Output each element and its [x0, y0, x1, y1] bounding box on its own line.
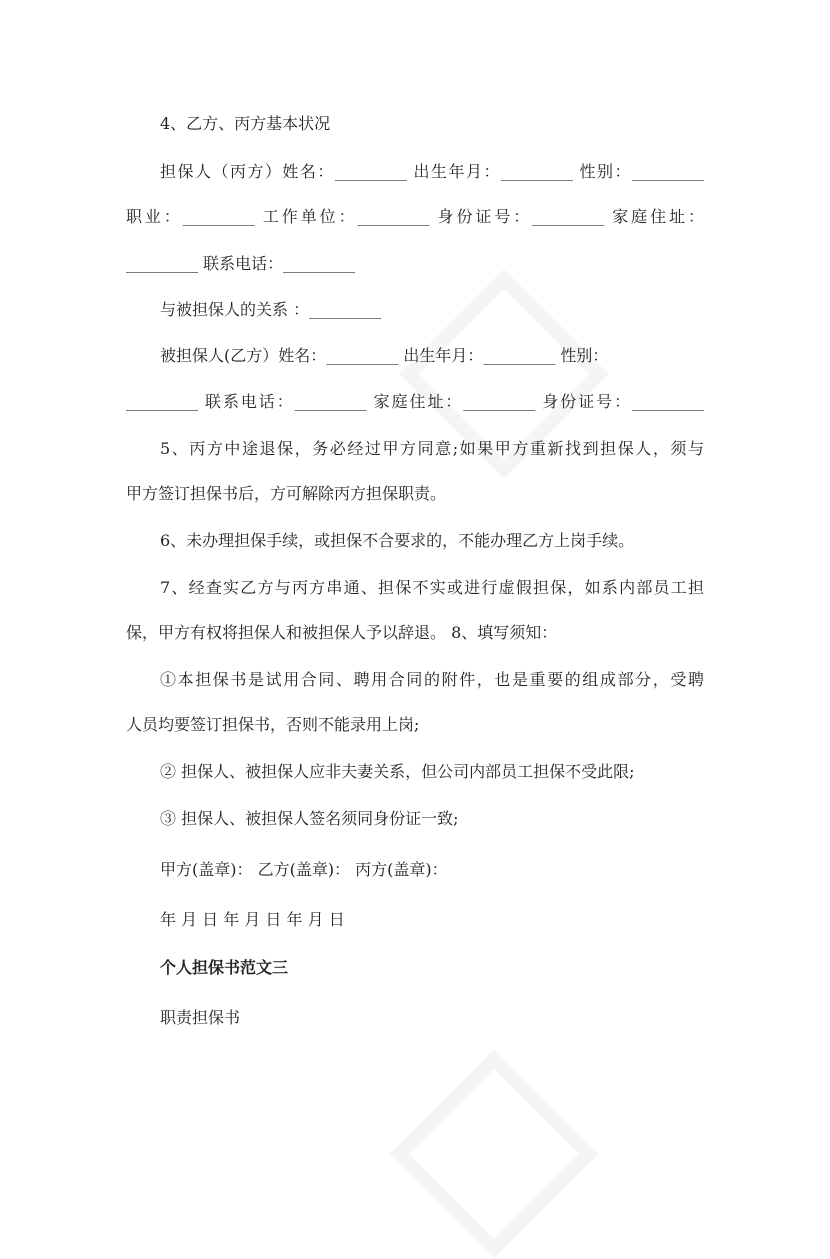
signature-line: 甲方(盖章)： 乙方(盖章)： 丙方(盖章)：	[160, 860, 448, 879]
paragraph-line: 6、未办理担保手续，或担保不合要求的，不能办理乙方上岗手续。	[160, 531, 635, 550]
date-line: 年 月 日 年 月 日 年 月 日	[160, 910, 345, 929]
section-title: 个人担保书范文三	[160, 958, 289, 977]
document-subtitle: 职责担保书	[160, 1008, 241, 1027]
form-line: 与被担保人的关系 ：_________	[160, 300, 382, 319]
paragraph-line: ③ 担保人、被担保人签名须同身份证一致;	[160, 809, 459, 828]
paragraph-line: ② 担保人、被担保人应非夫妻关系，但公司内部员工担保不受此限;	[160, 762, 635, 781]
form-line: 被担保人(乙方）姓名：_________ 出生年月：_________ 性别：	[160, 346, 609, 365]
section-heading: 4、乙方、丙方基本状况	[160, 114, 331, 133]
paragraph-line: 保，甲方有权将担保人和被担保人予以辞退。 8、填写须知：	[126, 623, 558, 642]
form-line: 职业：_________ 工作单位：_________ 身份证号：_________ 家庭住址：	[126, 207, 704, 226]
watermark-logo	[389, 1049, 598, 1258]
paragraph-line: 7、经查实乙方与丙方串通、担保不实或进行虚假担保，如系内部员工担	[160, 578, 704, 597]
paragraph-line: 甲方签订担保书后，方可解除丙方担保职责。	[126, 484, 447, 503]
paragraph-line: 人员均要签订担保书，否则不能录用上岗;	[126, 715, 420, 734]
form-line: _________ 联系电话：_________ 家庭住址：_________ 身份证号：_________	[126, 392, 704, 411]
form-line: 担保人（丙方）姓名：_________ 出生年月：_________ 性别：_________	[160, 162, 704, 181]
paragraph-line: ①本担保书是试用合同、聘用合同的附件，也是重要的组成部分，受聘	[160, 670, 704, 689]
form-line: _________ 联系电话：_________	[126, 254, 356, 273]
paragraph-line: 5、丙方中途退保，务必经过甲方同意;如果甲方重新找到担保人，须与	[160, 439, 704, 458]
